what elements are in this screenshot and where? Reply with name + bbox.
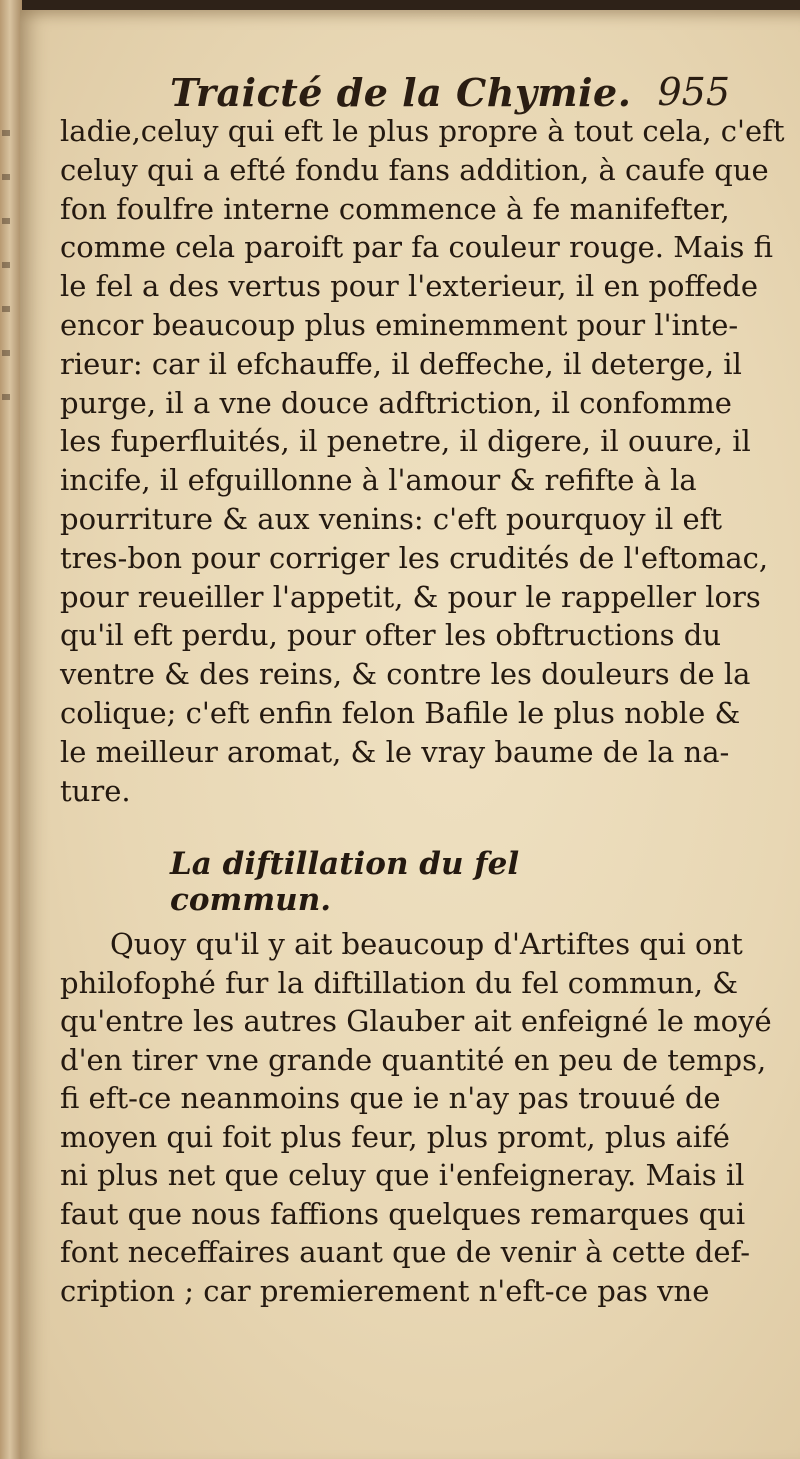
text-line: les fuperfluités, il penetre, il digere, il ouure, il [60, 424, 751, 459]
previous-page-edge [0, 0, 22, 1459]
text-line: qu'il eft perdu, pour ofter les obftructions du [60, 618, 722, 653]
text-line: cription ; car premierement n'eft-ce pas vne [60, 1273, 710, 1308]
text-line: ni plus net que celuy que i'enfeigneray. Mais il [60, 1158, 745, 1192]
section-heading: La diftillation du fel commun. [170, 846, 520, 918]
text-line: Quoy qu'il y ait beaucoup d'Artiftes qui ont [110, 927, 743, 961]
text-line: fi eft-ce neanmoins que ie n'ay pas trouué de [60, 1081, 721, 1115]
page-number: 955 [657, 70, 730, 114]
paragraph-continued [60, 112, 785, 810]
text-line: ture. [60, 773, 131, 808]
text-line: comme cela paroift par fa couleur rouge. Mais fi [60, 230, 773, 265]
text-line: tres-bon pour corriger les crudités de l'eftomac, [60, 540, 769, 575]
text-line: philofophé fur la diftillation du fel commun, & [60, 965, 739, 1000]
text-line: pour reueiller l'appetit, & pour le rappeller lors [60, 579, 761, 614]
text-line: incife, il efguillonne à l'amour & refifte à la [60, 463, 697, 498]
text-line: celuy qui a efté fondu fans addition, à caufe que [60, 152, 769, 187]
text-line: ladie,celuy qui eft le plus propre à tout cela, c'eft [60, 114, 785, 148]
text-line: faut que nous faffions quelques remarques qui [60, 1196, 746, 1231]
text-line: fon foulfre interne commence à fe manifefter, [60, 191, 730, 226]
text-line: d'en tirer vne grande quantité en peu de temps, [60, 1042, 767, 1077]
text-line: rieur: car il efchauffe, il deffeche, il deterge, il [60, 346, 742, 381]
text-line: le fel a des vertus pour l'exterieur, il en poffede [60, 269, 759, 304]
text-line: colique; c'eft enfin felon Bafile le plus noble & [60, 695, 741, 730]
text-line: ventre & des reins, & contre les douleurs de la [60, 657, 751, 692]
paragraph-new [60, 925, 772, 1310]
text-line: font neceffaires auant que de venir à cette def- [60, 1235, 751, 1269]
text-line: pourriture & aux venins: c'eft pourquoy il eft [60, 501, 723, 536]
previous-page-marks [2, 130, 20, 450]
text-line: purge, il a vne douce adftriction, il confomme [60, 385, 732, 420]
text-line: le meilleur aromat, & le vray baume de la na- [60, 734, 730, 769]
book-page [20, 10, 800, 1459]
text-line: encor beaucoup plus eminemment pour l'inte- [60, 307, 739, 342]
text-line: qu'entre les autres Glauber ait enfeigné le moyé [60, 1004, 772, 1038]
running-title: Traicté de la Chymie. [170, 70, 632, 115]
text-line: moyen qui foit plus feur, plus promt, plus aifé [60, 1119, 730, 1154]
